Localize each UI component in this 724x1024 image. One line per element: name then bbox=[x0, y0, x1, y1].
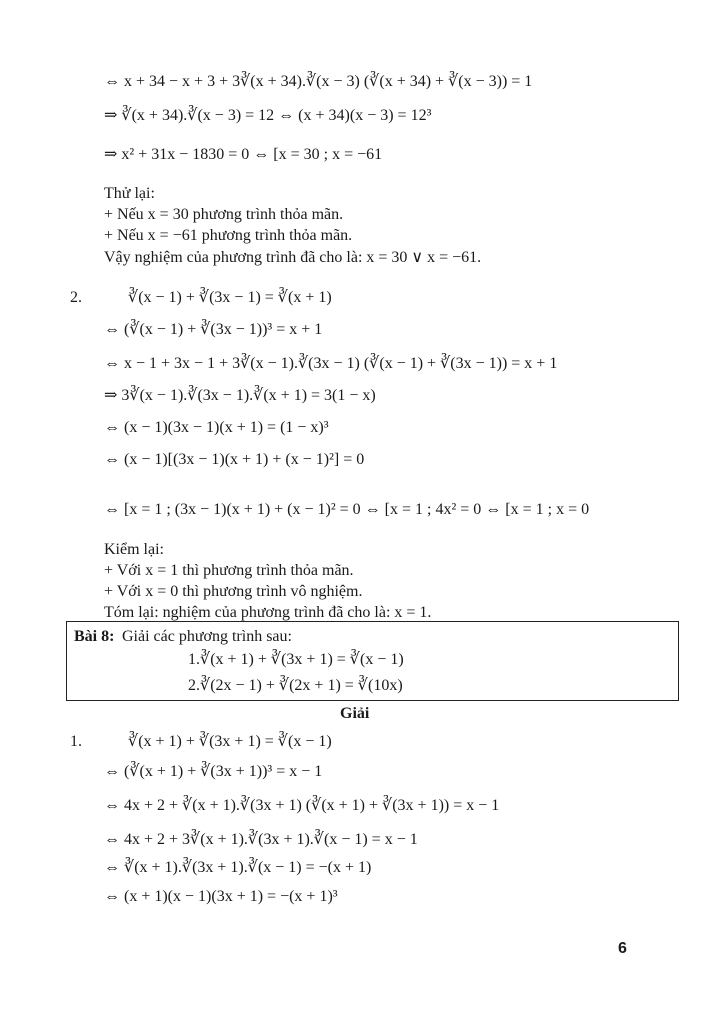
conclusion-line: Tóm lại: nghiệm của phương trình đã cho là: x = 1. bbox=[104, 604, 432, 621]
equation-line: ⇔ 4x + 2 + 3∛(x + 1).∛(3x + 1).∛(x − 1) = x − 1 bbox=[104, 831, 418, 848]
text-line: + Với x = 1 thì phương trình thỏa mãn. bbox=[104, 562, 354, 579]
text-line: Kiểm lại: bbox=[104, 541, 164, 558]
exercise-item: 2.∛(2x − 1) + ∛(2x + 1) = ∛(10x) bbox=[188, 677, 403, 694]
solution-heading: Giải bbox=[340, 705, 370, 722]
page-number: 6 bbox=[618, 940, 627, 957]
problem-equation: ∛(x + 1) + ∛(3x + 1) = ∛(x − 1) bbox=[128, 733, 332, 750]
exercise-label: Bài 8: bbox=[74, 628, 115, 645]
equation-line: ⇒ x² + 31x − 1830 = 0 ⇔ [x = 30 ; x = −61 bbox=[104, 146, 383, 163]
equation-line: ⇒ ∛(x + 34).∛(x − 3) = 12 ⇔ (x + 34)(x − 3) = 12³ bbox=[104, 107, 432, 124]
equation-line: ⇔ (∛(x + 1) + ∛(3x + 1))³ = x − 1 bbox=[104, 763, 323, 780]
equation-line: ⇔ (∛(x − 1) + ∛(3x − 1))³ = x + 1 bbox=[104, 321, 323, 338]
equation-line: ⇔ (x + 1)(x − 1)(3x + 1) = −(x + 1)³ bbox=[104, 888, 338, 905]
text-line: + Nếu x = 30 phương trình thỏa mãn. bbox=[104, 206, 344, 223]
equation-line: ⇔ (x − 1)(3x − 1)(x + 1) = (1 − x)³ bbox=[104, 419, 329, 436]
equation-line: ⇔ 4x + 2 + ∛(x + 1).∛(3x + 1) (∛(x + 1) + ∛(3x + 1)) = x − 1 bbox=[104, 797, 500, 814]
exercise-prompt: Giải các phương trình sau: bbox=[122, 628, 292, 645]
problem-equation: ∛(x − 1) + ∛(3x − 1) = ∛(x + 1) bbox=[128, 289, 332, 306]
conclusion-line: Vậy nghiệm của phương trình đã cho là: x = 30 ∨ x = −61. bbox=[104, 249, 482, 266]
text-line: + Với x = 0 thì phương trình vô nghiệm. bbox=[104, 583, 363, 600]
problem-number: 2. bbox=[70, 289, 82, 306]
equation-line: ⇔ [x = 1 ; (3x − 1)(x + 1) + (x − 1)² = 0 ⇔ [x = 1 ; 4x² = 0 ⇔ [x = 1 ; x = 0 bbox=[104, 501, 590, 518]
equation-line: ⇔ x + 34 − x + 3 + 3∛(x + 34).∛(x − 3) (∛(x + 34) + ∛(x − 3)) = 1 bbox=[104, 73, 533, 90]
equation-line: ⇔ x − 1 + 3x − 1 + 3∛(x − 1).∛(3x − 1) (∛(x − 1) + ∛(3x − 1)) = x + 1 bbox=[104, 355, 558, 372]
equation-line: ⇒ 3∛(x − 1).∛(3x − 1).∛(x + 1) = 3(1 − x) bbox=[104, 387, 376, 404]
text-line: + Nếu x = −61 phương trình thỏa mãn. bbox=[104, 227, 353, 244]
exercise-item: 1.∛(x + 1) + ∛(3x + 1) = ∛(x − 1) bbox=[188, 651, 404, 668]
equation-line: ⇔ (x − 1)[(3x − 1)(x + 1) + (x − 1)²] = 0 bbox=[104, 451, 365, 468]
text-line: Thử lại: bbox=[104, 185, 155, 202]
problem-number: 1. bbox=[70, 733, 82, 750]
equation-line: ⇔ ∛(x + 1).∛(3x + 1).∛(x − 1) = −(x + 1) bbox=[104, 859, 372, 876]
